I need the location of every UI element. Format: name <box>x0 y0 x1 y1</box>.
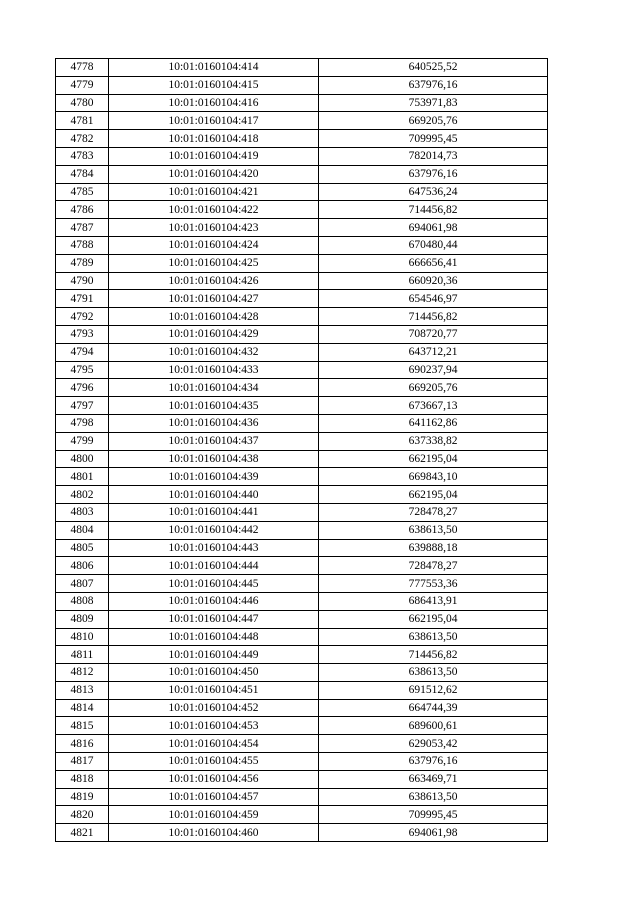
cadastral-number-cell: 10:01:0160104:435 <box>109 397 319 415</box>
cadastral-number-cell: 10:01:0160104:414 <box>109 59 319 77</box>
cadastral-number-cell: 10:01:0160104:457 <box>109 788 319 806</box>
value-cell: 670480,44 <box>319 236 548 254</box>
row-number-cell: 4811 <box>56 646 109 664</box>
row-number-cell: 4805 <box>56 539 109 557</box>
row-number-cell: 4817 <box>56 753 109 771</box>
row-number-cell: 4794 <box>56 343 109 361</box>
value-cell: 708720,77 <box>319 325 548 343</box>
table-row <box>56 94 548 112</box>
value-cell: 638613,50 <box>319 628 548 646</box>
table-row <box>56 628 548 646</box>
table-row <box>56 76 548 94</box>
cadastral-number-cell: 10:01:0160104:425 <box>109 254 319 272</box>
table-row <box>56 753 548 771</box>
value-cell: 637976,16 <box>319 753 548 771</box>
value-cell: 637976,16 <box>319 165 548 183</box>
cadastral-number-cell: 10:01:0160104:420 <box>109 165 319 183</box>
row-number-cell: 4807 <box>56 575 109 593</box>
value-cell: 643712,21 <box>319 343 548 361</box>
cadastral-number-cell: 10:01:0160104:449 <box>109 646 319 664</box>
cadastral-number-cell: 10:01:0160104:455 <box>109 753 319 771</box>
cadastral-number-cell: 10:01:0160104:453 <box>109 717 319 735</box>
cadastral-number-cell: 10:01:0160104:437 <box>109 432 319 450</box>
table-row <box>56 521 548 539</box>
cadastral-number-cell: 10:01:0160104:439 <box>109 468 319 486</box>
value-cell: 669205,76 <box>319 112 548 130</box>
cadastral-number-cell: 10:01:0160104:419 <box>109 147 319 165</box>
value-cell: 664744,39 <box>319 699 548 717</box>
table-row <box>56 824 548 842</box>
cadastral-number-cell: 10:01:0160104:429 <box>109 325 319 343</box>
cadastral-number-cell: 10:01:0160104:442 <box>109 521 319 539</box>
value-cell: 637976,16 <box>319 76 548 94</box>
value-cell: 639888,18 <box>319 539 548 557</box>
value-cell: 637338,82 <box>319 432 548 450</box>
table-row <box>56 397 548 415</box>
table-row <box>56 468 548 486</box>
value-cell: 694061,98 <box>319 219 548 237</box>
cadastral-number-cell: 10:01:0160104:436 <box>109 414 319 432</box>
cadastral-number-cell: 10:01:0160104:416 <box>109 94 319 112</box>
table-row <box>56 290 548 308</box>
table-row <box>56 112 548 130</box>
table-row <box>56 486 548 504</box>
row-number-cell: 4816 <box>56 735 109 753</box>
value-cell: 638613,50 <box>319 521 548 539</box>
table-row <box>56 379 548 397</box>
cadastral-number-cell: 10:01:0160104:445 <box>109 575 319 593</box>
value-cell: 647536,24 <box>319 183 548 201</box>
row-number-cell: 4789 <box>56 254 109 272</box>
row-number-cell: 4804 <box>56 521 109 539</box>
cadastral-number-cell: 10:01:0160104:448 <box>109 628 319 646</box>
table-row <box>56 308 548 326</box>
cadastral-number-cell: 10:01:0160104:440 <box>109 486 319 504</box>
row-number-cell: 4801 <box>56 468 109 486</box>
row-number-cell: 4810 <box>56 628 109 646</box>
row-number-cell: 4784 <box>56 165 109 183</box>
table-row <box>56 130 548 148</box>
table-row <box>56 450 548 468</box>
row-number-cell: 4785 <box>56 183 109 201</box>
table-body <box>56 59 548 842</box>
table-row <box>56 788 548 806</box>
cadastral-number-cell: 10:01:0160104:426 <box>109 272 319 290</box>
row-number-cell: 4808 <box>56 592 109 610</box>
value-cell: 782014,73 <box>319 147 548 165</box>
cadastral-number-cell: 10:01:0160104:443 <box>109 539 319 557</box>
value-cell: 638613,50 <box>319 664 548 682</box>
row-number-cell: 4815 <box>56 717 109 735</box>
row-number-cell: 4778 <box>56 59 109 77</box>
table-row <box>56 735 548 753</box>
value-cell: 638613,50 <box>319 788 548 806</box>
table-row <box>56 414 548 432</box>
row-number-cell: 4797 <box>56 397 109 415</box>
table-row <box>56 806 548 824</box>
table-row <box>56 59 548 77</box>
cadastral-number-cell: 10:01:0160104:418 <box>109 130 319 148</box>
value-cell: 662195,04 <box>319 610 548 628</box>
row-number-cell: 4790 <box>56 272 109 290</box>
value-cell: 709995,45 <box>319 806 548 824</box>
table-row <box>56 165 548 183</box>
row-number-cell: 4791 <box>56 290 109 308</box>
value-cell: 662195,04 <box>319 486 548 504</box>
table-row <box>56 201 548 219</box>
value-cell: 669843,10 <box>319 468 548 486</box>
cadastral-number-cell: 10:01:0160104:434 <box>109 379 319 397</box>
row-number-cell: 4814 <box>56 699 109 717</box>
table-row <box>56 646 548 664</box>
cadastral-number-cell: 10:01:0160104:452 <box>109 699 319 717</box>
cadastral-number-cell: 10:01:0160104:417 <box>109 112 319 130</box>
cadastral-number-cell: 10:01:0160104:441 <box>109 503 319 521</box>
table-row <box>56 681 548 699</box>
row-number-cell: 4788 <box>56 236 109 254</box>
row-number-cell: 4780 <box>56 94 109 112</box>
row-number-cell: 4792 <box>56 308 109 326</box>
value-cell: 728478,27 <box>319 503 548 521</box>
value-cell: 641162,86 <box>319 414 548 432</box>
value-cell: 753971,83 <box>319 94 548 112</box>
row-number-cell: 4819 <box>56 788 109 806</box>
row-number-cell: 4798 <box>56 414 109 432</box>
value-cell: 691512,62 <box>319 681 548 699</box>
row-number-cell: 4779 <box>56 76 109 94</box>
row-number-cell: 4812 <box>56 664 109 682</box>
row-number-cell: 4787 <box>56 219 109 237</box>
table-row <box>56 699 548 717</box>
table-row <box>56 343 548 361</box>
table-row <box>56 539 548 557</box>
cadastral-number-cell: 10:01:0160104:460 <box>109 824 319 842</box>
cadastral-number-cell: 10:01:0160104:422 <box>109 201 319 219</box>
table-row <box>56 361 548 379</box>
cadastral-number-cell: 10:01:0160104:438 <box>109 450 319 468</box>
table-row <box>56 575 548 593</box>
row-number-cell: 4806 <box>56 557 109 575</box>
cadastral-number-cell: 10:01:0160104:447 <box>109 610 319 628</box>
value-cell: 686413,91 <box>319 592 548 610</box>
row-number-cell: 4783 <box>56 147 109 165</box>
table-row <box>56 236 548 254</box>
table-row <box>56 610 548 628</box>
row-number-cell: 4809 <box>56 610 109 628</box>
row-number-cell: 4820 <box>56 806 109 824</box>
value-cell: 669205,76 <box>319 379 548 397</box>
value-cell: 714456,82 <box>319 646 548 664</box>
value-cell: 694061,98 <box>319 824 548 842</box>
cadastral-number-cell: 10:01:0160104:454 <box>109 735 319 753</box>
cadastral-number-cell: 10:01:0160104:446 <box>109 592 319 610</box>
value-cell: 690237,94 <box>319 361 548 379</box>
table-row <box>56 557 548 575</box>
cadastral-number-cell: 10:01:0160104:432 <box>109 343 319 361</box>
table-row <box>56 272 548 290</box>
value-cell: 673667,13 <box>319 397 548 415</box>
row-number-cell: 4782 <box>56 130 109 148</box>
row-number-cell: 4796 <box>56 379 109 397</box>
cadastral-number-cell: 10:01:0160104:423 <box>109 219 319 237</box>
row-number-cell: 4793 <box>56 325 109 343</box>
value-cell: 640525,52 <box>319 59 548 77</box>
table-row <box>56 503 548 521</box>
table-row <box>56 664 548 682</box>
row-number-cell: 4795 <box>56 361 109 379</box>
value-cell: 728478,27 <box>319 557 548 575</box>
table-row <box>56 254 548 272</box>
row-number-cell: 4799 <box>56 432 109 450</box>
table-row <box>56 183 548 201</box>
cadastral-number-cell: 10:01:0160104:427 <box>109 290 319 308</box>
table-row <box>56 432 548 450</box>
cadastral-number-cell: 10:01:0160104:459 <box>109 806 319 824</box>
value-cell: 660920,36 <box>319 272 548 290</box>
value-cell: 629053,42 <box>319 735 548 753</box>
row-number-cell: 4813 <box>56 681 109 699</box>
table-row <box>56 717 548 735</box>
value-cell: 709995,45 <box>319 130 548 148</box>
row-number-cell: 4818 <box>56 770 109 788</box>
row-number-cell: 4781 <box>56 112 109 130</box>
value-cell: 663469,71 <box>319 770 548 788</box>
table-row <box>56 592 548 610</box>
value-cell: 689600,61 <box>319 717 548 735</box>
table-row <box>56 147 548 165</box>
cadastral-number-cell: 10:01:0160104:450 <box>109 664 319 682</box>
value-cell: 714456,82 <box>319 201 548 219</box>
value-cell: 714456,82 <box>319 308 548 326</box>
value-cell: 666656,41 <box>319 254 548 272</box>
cadastral-number-cell: 10:01:0160104:444 <box>109 557 319 575</box>
cadastral-number-cell: 10:01:0160104:415 <box>109 76 319 94</box>
cadastral-number-cell: 10:01:0160104:421 <box>109 183 319 201</box>
cadastral-number-cell: 10:01:0160104:456 <box>109 770 319 788</box>
row-number-cell: 4786 <box>56 201 109 219</box>
cadastral-number-cell: 10:01:0160104:428 <box>109 308 319 326</box>
row-number-cell: 4800 <box>56 450 109 468</box>
cadastral-number-cell: 10:01:0160104:433 <box>109 361 319 379</box>
value-cell: 654546,97 <box>319 290 548 308</box>
cadastral-value-table <box>55 58 548 842</box>
cadastral-number-cell: 10:01:0160104:424 <box>109 236 319 254</box>
table-row <box>56 770 548 788</box>
table-row <box>56 325 548 343</box>
row-number-cell: 4803 <box>56 503 109 521</box>
row-number-cell: 4821 <box>56 824 109 842</box>
row-number-cell: 4802 <box>56 486 109 504</box>
table-row <box>56 219 548 237</box>
value-cell: 662195,04 <box>319 450 548 468</box>
cadastral-number-cell: 10:01:0160104:451 <box>109 681 319 699</box>
value-cell: 777553,36 <box>319 575 548 593</box>
